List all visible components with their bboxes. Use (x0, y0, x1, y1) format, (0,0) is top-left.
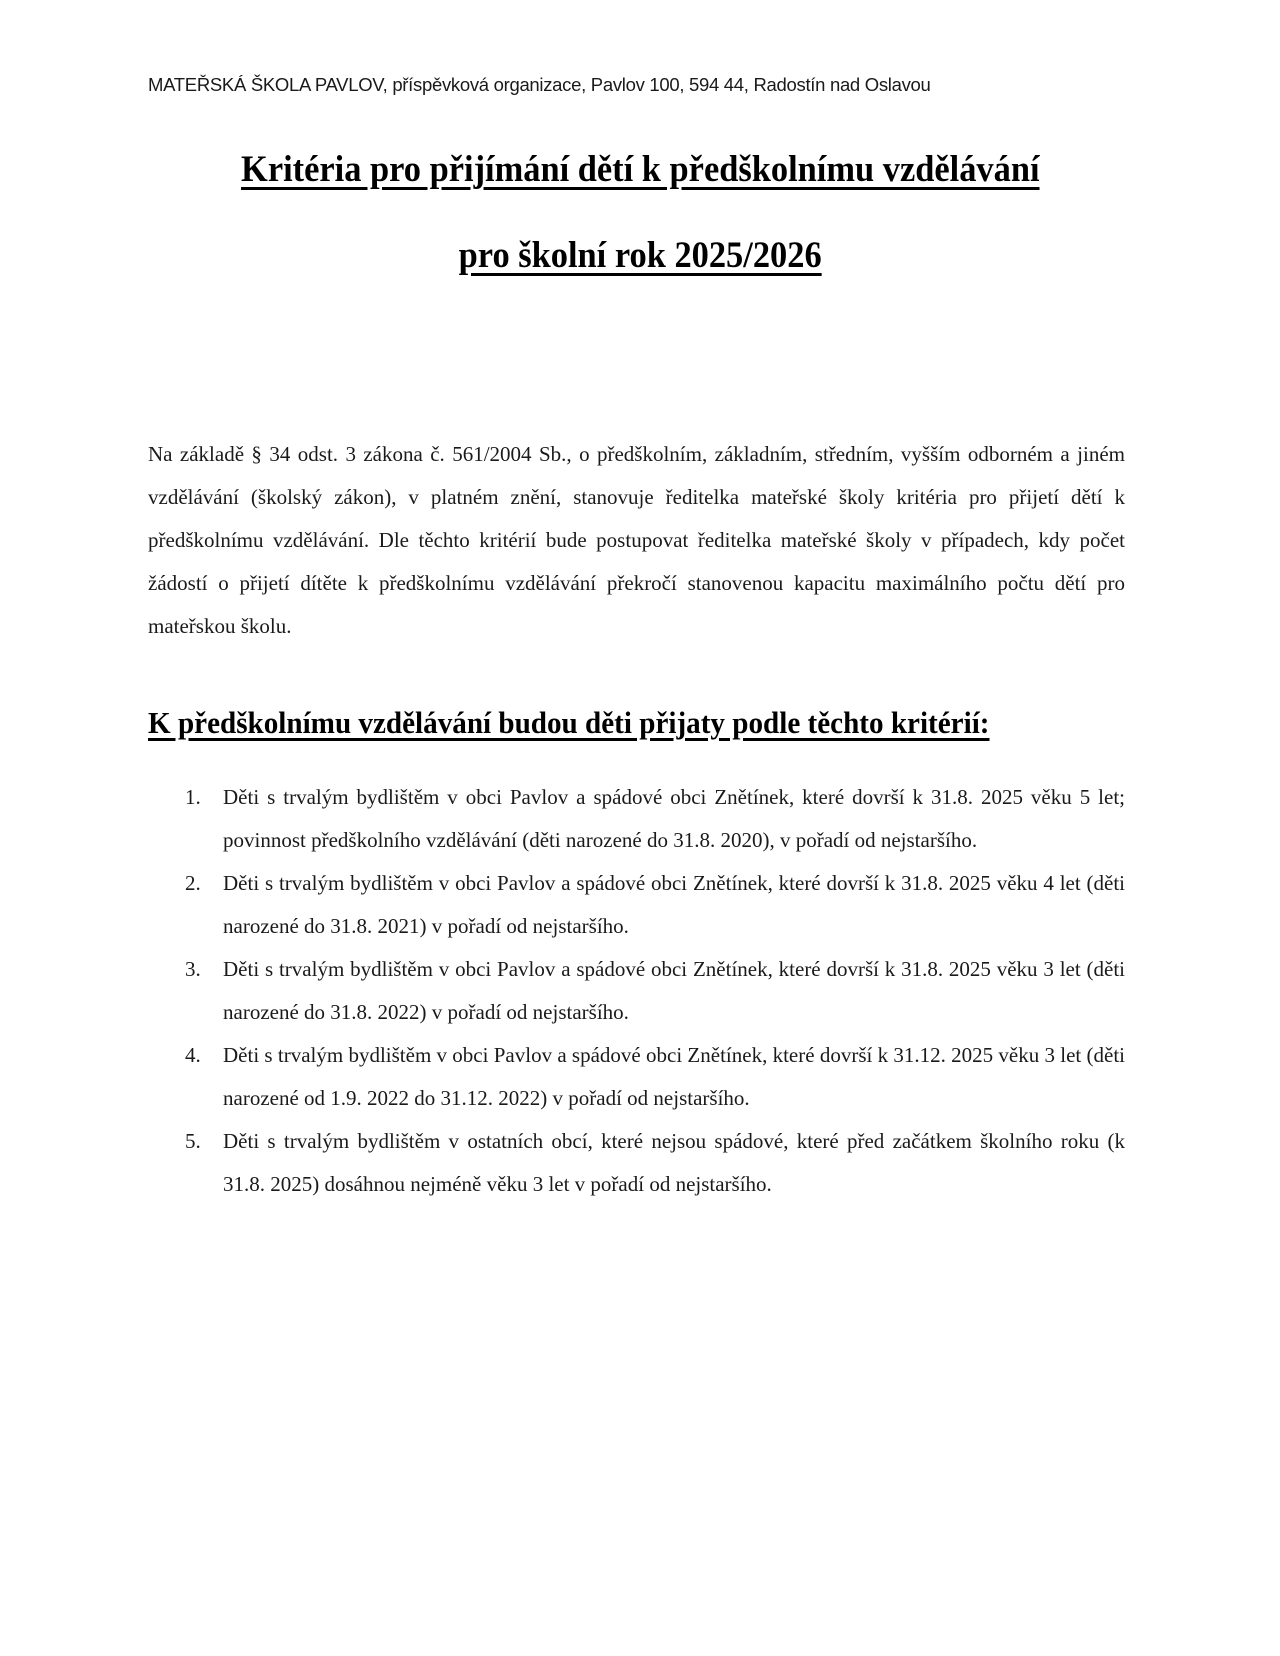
criteria-item (185, 1120, 1125, 1206)
criteria-text: Děti s trvalým bydlištěm v obci Pavlov a spádové obci Znětínek, které dovrší k 31.8. 2025 věku 3 let (děti narozené do 31.8. 2022) v pořadí od nejstaršího. (223, 957, 1125, 1024)
criteria-item (185, 862, 1125, 948)
criteria-text: Děti s trvalým bydlištěm v obci Pavlov a spádové obci Znětínek, které dovrší k 31.8. 2025 věku 5 let; povinnost předškolního vzdělávání (děti narozené do 31.8. 2020), v pořadí od nejstaršího. (223, 785, 1125, 852)
document-subtitle-wrapper (0, 234, 1280, 277)
criteria-text: Děti s trvalým bydlištěm v ostatních obcí, které nejsou spádové, které před začátkem školního roku (k 31.8. 2025) dosáhnou nejméně věku 3 let v pořadí od nejstaršího. (223, 1129, 1125, 1196)
document-subtitle-school-year: pro školní rok 2025/2026 (458, 235, 822, 276)
criteria-number: 4. (185, 1043, 201, 1067)
document-title-line-1-wrapper (0, 148, 1280, 191)
criteria-number: 2. (185, 871, 201, 895)
criteria-section-heading: K předškolnímu vzdělávání budou děti přijaty podle těchto kritérií: (148, 706, 990, 740)
intro-paragraph: Na základě § 34 odst. 3 zákona č. 561/2004 Sb., o předškolním, základním, středním, vyšším odborném a jiném vzdělávání (školský zákon), v platném znění, stanovuje ředitelka mateřské školy kritéria pro přijetí dětí k předškolnímu vzdělávání. Dle těchto kritérií bude postupovat ředitelka mateřské školy v případech, kdy počet žádostí o přijetí dítěte k předškolnímu vzdělávání překročí stanovenou kapacitu maximálního počtu dětí pro mateřskou školu. (148, 442, 1125, 638)
criteria-item (185, 948, 1125, 1034)
criteria-number: 1. (185, 785, 201, 809)
document-title: Kritéria pro přijímání dětí k předškolnímu vzdělávání (240, 149, 1040, 190)
criteria-list (185, 776, 1125, 1206)
criteria-number: 3. (185, 957, 201, 981)
criteria-item (185, 1034, 1125, 1120)
criteria-number: 5. (185, 1129, 201, 1153)
criteria-text: Děti s trvalým bydlištěm v obci Pavlov a spádové obci Znětínek, které dovrší k 31.12. 2025 věku 3 let (děti narozené od 1.9. 2022 do 31.12. 2022) v pořadí od nejstaršího. (223, 1043, 1125, 1110)
criteria-text: Děti s trvalým bydlištěm v obci Pavlov a spádové obci Znětínek, které dovrší k 31.8. 2025 věku 4 let (děti narozené do 31.8. 2021) v pořadí od nejstaršího. (223, 871, 1125, 938)
criteria-item (185, 776, 1125, 862)
organization-header: MATEŘSKÁ ŠKOLA PAVLOV, příspěvková organizace, Pavlov 100, 594 44, Radostín nad Oslavou (148, 74, 931, 95)
